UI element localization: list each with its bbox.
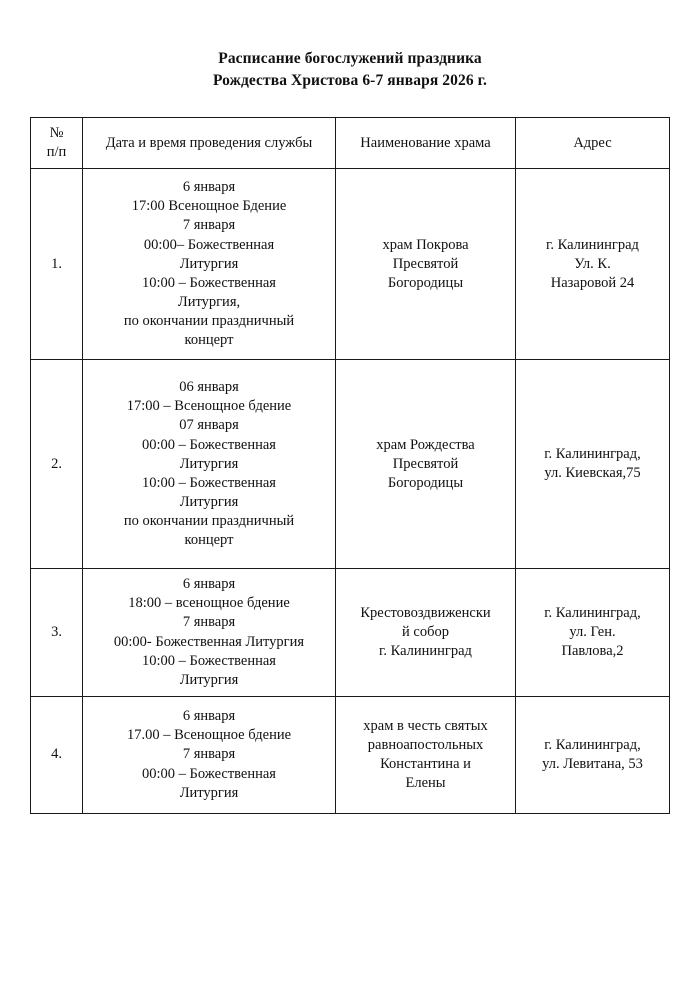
table-row (31, 696, 670, 813)
datetime-line: 10:00 – Божественная (142, 474, 276, 491)
datetime-line: 7 января (182, 614, 236, 631)
page-title-line-2: Рождества Христова 6-7 января 2026 г. (212, 72, 488, 90)
church-name-line: Пресвятой (392, 255, 459, 272)
datetime-line: 00:00- Божественная Литургия (113, 633, 305, 650)
datetime-line: 6 января (182, 179, 236, 196)
address-line: г. Калининград (546, 236, 639, 253)
row-datetime (83, 569, 336, 697)
row-datetime (83, 169, 336, 360)
table-row (31, 169, 670, 360)
church-name-line: Константина и (380, 755, 471, 772)
datetime-line: 18:00 – всенощное бдение (128, 595, 290, 612)
row-church-name (336, 569, 516, 697)
address-line: ул. Ген. (569, 624, 616, 640)
datetime-line: 6 января (182, 576, 236, 593)
row-datetime (83, 360, 336, 569)
address-line: г. Калининград, (544, 604, 641, 621)
address-line: г. Калининград, (544, 736, 641, 753)
church-name-line: Крестовоздвиженски (360, 604, 491, 621)
datetime-line: Литургия (179, 455, 239, 472)
datetime-line: 00:00– Божественная (143, 236, 275, 253)
church-name-line: храм Рождества (376, 436, 475, 453)
column-header-number-top: № (49, 124, 64, 141)
church-name-line: равноапостольных (367, 736, 484, 753)
row-datetime (83, 696, 336, 813)
datetime-line: концерт (184, 332, 234, 349)
datetime-line: 17:00 – Всенощное бдение (126, 398, 292, 415)
column-header-church-name: Наименование храма (336, 117, 516, 168)
row-number: 4. (31, 696, 83, 813)
datetime-line: Литургия (179, 784, 239, 801)
column-header-address: Адрес (516, 117, 670, 168)
church-name-line: Пресвятой (392, 455, 459, 472)
address-line: ул. Киевская,75 (544, 465, 641, 482)
row-address (516, 360, 670, 569)
church-name-line: Богородицы (387, 474, 464, 491)
datetime-line: Литургия (179, 493, 239, 510)
page-title (30, 48, 670, 93)
address-line: ул. Левитана, 53 (542, 755, 643, 772)
datetime-line: 17.00 – Всенощное бдение (126, 727, 292, 744)
datetime-line: 10:00 – Божественная (142, 652, 276, 669)
row-church-name (336, 169, 516, 360)
datetime-line: 06 января (179, 379, 239, 396)
church-name-line: й собор (402, 624, 449, 640)
datetime-line: Литургия (179, 671, 239, 688)
service-schedule-table (30, 117, 670, 814)
address-line: Павлова,2 (561, 643, 624, 660)
church-name-line: Елены (405, 775, 446, 792)
church-name-line: храм Покрова (382, 236, 469, 253)
datetime-line: 00:00 – Божественная (142, 765, 276, 782)
row-address (516, 569, 670, 697)
address-line: Назаровой 24 (550, 274, 635, 291)
table-header (31, 117, 670, 168)
datetime-line: 10:00 – Божественная (142, 274, 276, 291)
datetime-line: Литургия (179, 255, 239, 272)
datetime-line: 7 января (182, 746, 236, 763)
datetime-line: 7 января (182, 217, 236, 234)
column-header-number-bottom: п/п (46, 144, 67, 161)
row-number: 3. (31, 569, 83, 697)
address-line: г. Калининград, (544, 446, 641, 463)
row-address (516, 696, 670, 813)
datetime-line: 07 января (179, 417, 239, 434)
datetime-line: концерт (184, 532, 234, 549)
column-header-number (31, 117, 83, 168)
church-name-line: храм в честь святых (363, 717, 488, 734)
column-header-datetime: Дата и время проведения службы (83, 117, 336, 168)
page-title-line-1: Расписание богослужений праздника (218, 50, 482, 67)
datetime-line: 00:00 – Божественная (142, 436, 276, 453)
row-church-name (336, 696, 516, 813)
table-header-row (31, 117, 670, 168)
address-line: Ул. К. (574, 255, 611, 272)
datetime-line: 6 января (182, 708, 236, 725)
table-row (31, 360, 670, 569)
row-number: 2. (31, 360, 83, 569)
row-address (516, 169, 670, 360)
church-name-line: г. Калининград (379, 643, 472, 660)
table-row (31, 569, 670, 697)
row-church-name (336, 360, 516, 569)
datetime-line: Литургия, (177, 293, 241, 310)
row-number: 1. (31, 169, 83, 360)
datetime-line: по окончании праздничный (123, 313, 295, 329)
datetime-line: 17:00 Всенощное Бдение (131, 198, 287, 215)
datetime-line: по окончании праздничный (123, 513, 295, 529)
table-body (31, 169, 670, 814)
church-name-line: Богородицы (387, 274, 464, 291)
